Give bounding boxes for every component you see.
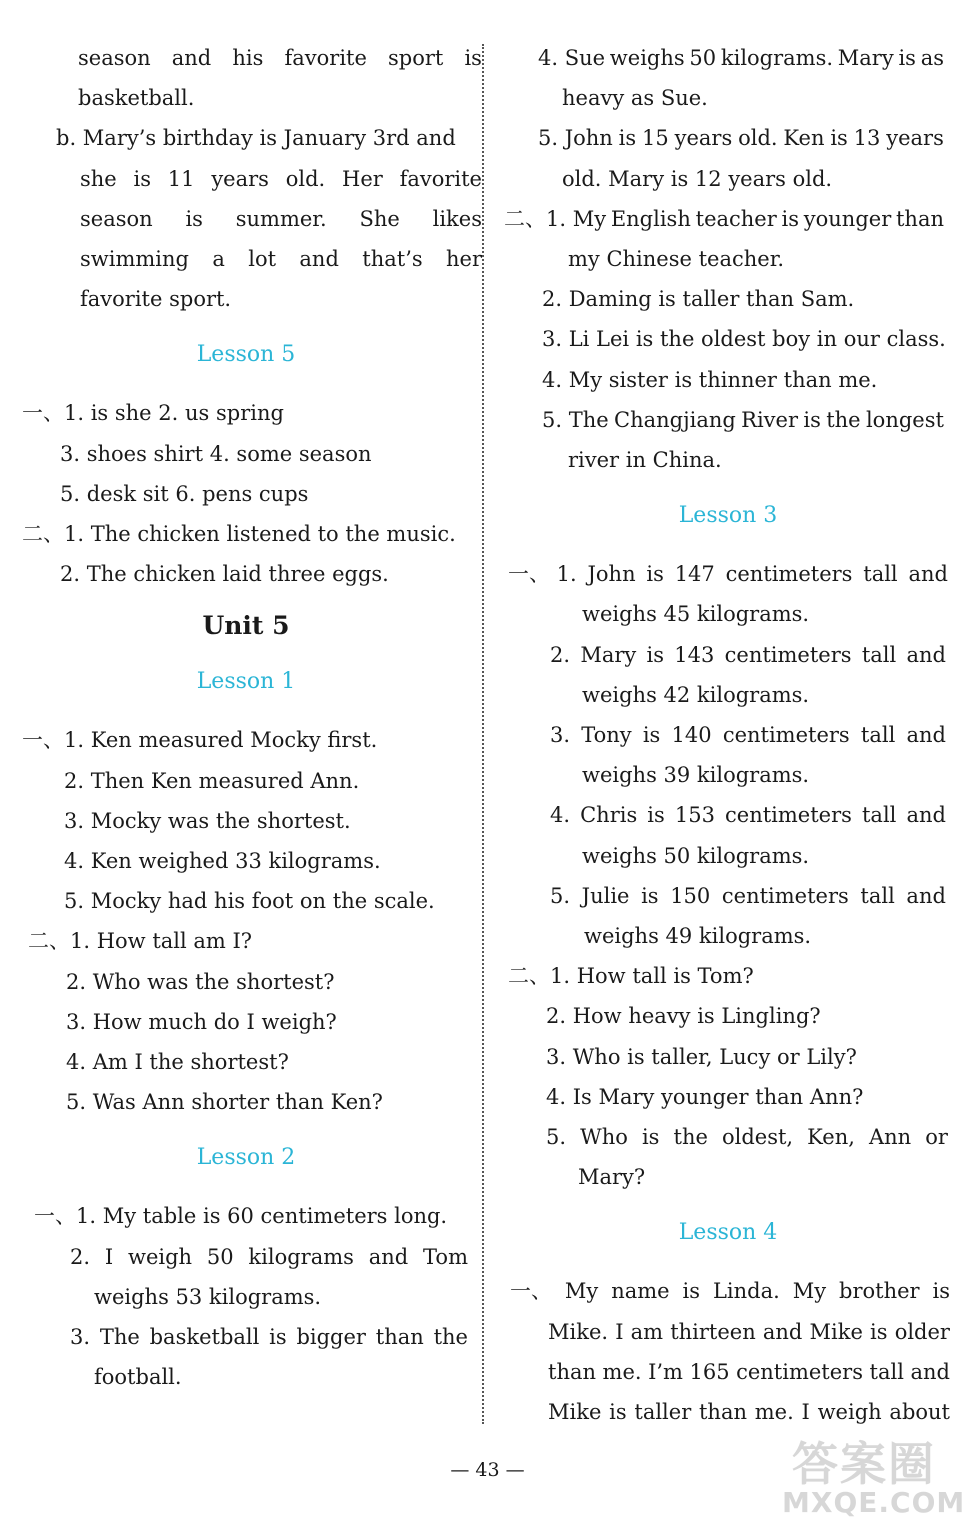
watermark-main-text: 答案圈 xyxy=(792,1437,936,1491)
answer-word: Tom xyxy=(423,1244,468,1269)
answer-line xyxy=(22,962,470,1002)
answer-word: favorite xyxy=(399,166,482,191)
answer-line xyxy=(22,1002,470,1042)
column-divider xyxy=(482,44,484,1424)
answer-line xyxy=(22,1082,470,1122)
answer-word: years xyxy=(211,166,269,191)
answer-word: kilograms. xyxy=(720,46,834,70)
answer-word: sport xyxy=(388,46,444,70)
answer-line xyxy=(504,78,952,118)
answer-line xyxy=(504,836,952,876)
answer-line xyxy=(22,881,470,921)
answer-text: 2. Then Ken measured Ann. xyxy=(64,768,360,793)
answer-word: the xyxy=(433,1325,468,1350)
answer-word: is xyxy=(646,642,665,667)
answer-word: is xyxy=(781,206,800,231)
answer-word: is xyxy=(185,206,203,231)
answer-word: 5. The xyxy=(542,407,609,432)
answer-word: season xyxy=(80,206,153,231)
answer-line xyxy=(504,1157,952,1197)
answer-line xyxy=(504,1037,952,1077)
lesson-answers xyxy=(22,1196,470,1397)
answer-line xyxy=(504,956,952,996)
answer-text: 2. Who was the shortest? xyxy=(66,969,335,994)
answer-word: centimeters xyxy=(725,803,852,828)
answer-word: oldest, xyxy=(721,1125,794,1150)
answer-word: and xyxy=(906,723,946,748)
answer-text: 一、1. is she 2. us spring xyxy=(22,401,284,426)
answer-word: lot xyxy=(248,247,277,272)
answer-word: she xyxy=(80,166,117,191)
answer-word: 5. xyxy=(546,1125,567,1150)
answer-line xyxy=(22,554,470,594)
answer-word: 11 xyxy=(167,166,195,191)
answer-word: the xyxy=(826,407,861,432)
answer-word: or xyxy=(925,1125,948,1150)
answer-line xyxy=(22,38,482,78)
answer-word: than xyxy=(895,206,944,231)
answer-line xyxy=(22,1237,468,1277)
answer-word: as xyxy=(920,46,944,70)
answer-word: Chris xyxy=(580,803,638,828)
answer-word: 13 xyxy=(853,126,881,151)
answer-word: centimeters xyxy=(724,642,852,667)
answer-text: 5. Mocky had his foot on the scale. xyxy=(64,889,435,914)
answer-text: heavy as Sue. xyxy=(562,86,708,111)
answer-line xyxy=(22,474,470,514)
answer-word: tall xyxy=(863,562,898,587)
answer-word: a xyxy=(212,247,225,272)
answer-word: favorite xyxy=(284,46,367,70)
answer-word: weigh xyxy=(817,1400,882,1425)
answer-word: is xyxy=(932,1279,950,1304)
answer-word: weighs xyxy=(609,46,685,70)
answer-word: is xyxy=(646,562,664,587)
answer-text: Mary? xyxy=(578,1165,646,1190)
answer-word: I xyxy=(615,1319,624,1344)
answer-word: me. xyxy=(754,1400,794,1425)
answer-word: English xyxy=(610,206,691,231)
answer-word: than xyxy=(375,1325,424,1350)
answer-word: 3. xyxy=(550,723,571,748)
answer-line xyxy=(22,1042,470,1082)
answer-word: weigh xyxy=(127,1244,193,1269)
answer-text: 3. Who is taller, Lucy or Lily? xyxy=(546,1044,857,1069)
lesson-answers xyxy=(22,720,470,1122)
watermark-site-text: MXQE.COM xyxy=(782,1486,966,1519)
answer-line xyxy=(22,159,482,199)
unit-heading: Unit 5 xyxy=(202,611,290,641)
answer-word: taller xyxy=(634,1400,692,1425)
answer-line xyxy=(504,159,952,199)
answer-text: weighs 45 kilograms. xyxy=(582,602,810,627)
answer-word: Mike xyxy=(809,1319,863,1344)
answer-word: 4. xyxy=(550,803,571,828)
answer-text: 一、1. Ken measured Mocky first. xyxy=(22,728,378,753)
answer-text: weighs 53 kilograms. xyxy=(94,1284,322,1309)
answer-word: is xyxy=(647,803,665,828)
answer-text: b. Mary’s birthday is January 3rd and xyxy=(56,126,456,151)
answer-text: 5. desk sit 6. pens cups xyxy=(60,481,309,506)
lesson-heading: Lesson 1 xyxy=(196,669,296,695)
answer-line xyxy=(504,554,948,594)
answer-word: River xyxy=(741,407,799,432)
answer-line xyxy=(504,1077,952,1117)
answer-word: and xyxy=(171,46,212,70)
answer-line xyxy=(22,720,470,760)
answer-line xyxy=(504,916,952,956)
answer-word: Ken xyxy=(783,126,825,151)
answer-text: 3. Mocky was the shortest. xyxy=(64,808,351,833)
answer-line xyxy=(504,1117,948,1157)
answer-word: is xyxy=(641,1125,660,1150)
answer-word: is xyxy=(870,1319,888,1344)
answer-text: weighs 42 kilograms. xyxy=(582,682,810,707)
answer-word: centimeters xyxy=(721,883,849,908)
answer-word: 2. xyxy=(550,642,571,667)
answer-word: Tony xyxy=(581,723,632,748)
answer-word: Her xyxy=(342,166,383,191)
answer-line xyxy=(22,921,470,961)
answer-line xyxy=(504,876,946,916)
answer-word: the xyxy=(673,1125,708,1150)
answer-line xyxy=(504,239,952,279)
answer-text: my Chinese teacher. xyxy=(568,247,785,272)
answer-word: My xyxy=(792,1279,827,1304)
answer-word: years xyxy=(886,126,944,151)
answer-line xyxy=(504,594,952,634)
answer-word: is xyxy=(618,126,637,151)
answer-word: season xyxy=(78,46,151,70)
answer-word: Who xyxy=(580,1125,628,1150)
answer-line xyxy=(504,199,944,239)
answer-word: is xyxy=(609,1400,627,1425)
answer-word: 5. John xyxy=(538,126,613,151)
answer-word: his xyxy=(232,46,264,70)
answer-word: 153 xyxy=(674,803,715,828)
answer-line xyxy=(22,1357,470,1397)
answer-word: summer. xyxy=(235,206,327,231)
page-number: — 43 — xyxy=(450,1459,525,1481)
answer-line xyxy=(504,38,944,78)
answer-text: 3. Li Lei is the oldest boy in our class. xyxy=(542,327,946,352)
answer-word: likes xyxy=(432,206,482,231)
answer-word: 50 xyxy=(206,1244,234,1269)
answer-line xyxy=(22,761,470,801)
answer-text: 一、1. My table is 60 centimeters long. xyxy=(34,1204,448,1229)
answer-word: than xyxy=(698,1400,747,1425)
answer-word: Linda. xyxy=(712,1279,780,1304)
answer-line xyxy=(22,279,470,319)
answer-word: bigger xyxy=(296,1325,366,1350)
answer-text: 3. How much do I weigh? xyxy=(66,1009,337,1034)
answer-text: old. Mary is 12 years old. xyxy=(562,166,833,191)
answer-word: The xyxy=(99,1325,140,1350)
lesson-heading: Lesson 3 xyxy=(678,503,778,529)
answer-text: 2. How heavy is Lingling? xyxy=(546,1004,821,1029)
answer-word: swimming xyxy=(80,247,189,272)
answer-word: is xyxy=(641,883,659,908)
answer-line xyxy=(22,118,470,158)
answer-word: basketball xyxy=(149,1325,260,1350)
answer-word: and xyxy=(906,803,946,828)
answer-word: tall xyxy=(860,883,895,908)
lesson-answers xyxy=(22,393,470,594)
answer-line xyxy=(22,841,470,881)
lesson-answers xyxy=(504,1271,952,1432)
answer-word: thirteen xyxy=(670,1319,756,1344)
answer-line xyxy=(504,1271,950,1311)
answer-word: Mike xyxy=(548,1400,602,1425)
answer-line xyxy=(504,279,952,319)
right-column xyxy=(504,38,952,1432)
answer-text: 二、1. How tall am I? xyxy=(28,929,253,954)
left-continued-block xyxy=(22,38,482,319)
answer-word: is xyxy=(682,1279,701,1304)
watermark-logo xyxy=(780,1428,970,1523)
answer-word: 140 xyxy=(671,723,712,748)
lesson-answers xyxy=(504,554,952,1197)
answer-word: centimeters xyxy=(722,723,850,748)
answer-line xyxy=(504,675,952,715)
answer-word: Julie xyxy=(581,883,630,908)
lesson-heading: Lesson 2 xyxy=(196,1145,296,1171)
answer-word: 143 xyxy=(674,642,715,667)
answer-line xyxy=(504,1312,950,1352)
answer-word: 165 xyxy=(689,1359,730,1384)
lesson-heading: Lesson 4 xyxy=(678,1220,778,1246)
answer-word: 150 xyxy=(670,883,711,908)
answer-line xyxy=(504,996,952,1036)
answer-line xyxy=(504,795,946,835)
answer-word: 一、 xyxy=(510,1279,552,1304)
answer-word: is xyxy=(269,1325,287,1350)
answer-word: is xyxy=(464,46,482,70)
answer-word: and xyxy=(906,883,946,908)
answer-word: name xyxy=(611,1279,670,1304)
answer-word: and xyxy=(906,642,946,667)
answer-text: river in China. xyxy=(568,448,722,473)
answer-word: Mary xyxy=(580,642,637,667)
answer-line xyxy=(504,715,946,755)
answer-word: tall xyxy=(861,803,897,828)
answer-word: her xyxy=(446,247,482,272)
answer-text: weighs 50 kilograms. xyxy=(582,843,810,868)
answer-line xyxy=(22,199,482,239)
lesson-heading: Lesson 5 xyxy=(196,342,296,368)
answer-word: My xyxy=(564,1279,599,1304)
answer-word: tall xyxy=(861,642,897,667)
answer-word: 2. xyxy=(70,1244,91,1269)
answer-line xyxy=(22,1196,470,1236)
answer-word: old. xyxy=(285,166,326,191)
answer-word: kilograms xyxy=(248,1244,354,1269)
answer-word: older xyxy=(894,1319,950,1344)
answer-line xyxy=(504,360,952,400)
answer-word: 4. Sue xyxy=(538,46,606,70)
answer-word: me. xyxy=(602,1359,642,1384)
answer-word: She xyxy=(359,206,400,231)
answer-word: is xyxy=(803,407,821,432)
answer-text: 二、1. The chicken listened to the music. xyxy=(22,522,456,547)
answer-word: old. xyxy=(738,126,778,151)
answer-text: 4. Is Mary younger than Ann? xyxy=(546,1084,864,1109)
answer-word: am xyxy=(630,1319,664,1344)
answer-word: 3. xyxy=(70,1325,91,1350)
answer-line xyxy=(22,1317,468,1357)
answer-word: is xyxy=(898,46,916,70)
answer-word: and xyxy=(910,1359,950,1384)
answer-word: John xyxy=(587,562,636,587)
answer-word: Ken, xyxy=(807,1125,855,1150)
answer-word: I’m xyxy=(648,1359,683,1384)
answer-word: and xyxy=(299,247,339,272)
answer-word: and xyxy=(762,1319,803,1344)
answer-text: basketball. xyxy=(78,86,195,111)
answer-word: 5. xyxy=(550,883,571,908)
answer-word: years xyxy=(674,126,733,151)
answer-text: weighs 39 kilograms. xyxy=(582,763,810,788)
answer-word: and xyxy=(368,1244,409,1269)
answer-word: tall xyxy=(869,1359,904,1384)
answer-word: is xyxy=(830,126,848,151)
answer-word: than xyxy=(548,1359,597,1384)
answer-text: 4. Ken weighed 33 kilograms. xyxy=(64,849,381,874)
left-column xyxy=(22,38,482,1397)
answer-line xyxy=(22,78,470,118)
answer-line xyxy=(504,118,944,158)
answer-word: Mary xyxy=(837,46,894,70)
answer-word: 二、1. My xyxy=(504,206,607,231)
answer-line xyxy=(504,440,952,480)
answer-text: 3. shoes shirt 4. some season xyxy=(60,441,372,466)
answer-line xyxy=(22,434,470,474)
answer-line xyxy=(504,1352,950,1392)
answer-word: that’s xyxy=(362,247,423,272)
answer-word: younger xyxy=(803,206,892,231)
answer-word: I xyxy=(801,1400,810,1425)
answer-text: 5. Was Ann shorter than Ken? xyxy=(66,1090,383,1115)
answer-line xyxy=(504,1392,950,1432)
answer-word: centimeters xyxy=(725,562,853,587)
answer-line xyxy=(22,393,470,433)
answer-word: tall xyxy=(860,723,896,748)
answer-word: Changjiang xyxy=(614,407,736,432)
answer-text: football. xyxy=(94,1365,182,1390)
answer-word: is xyxy=(133,166,152,191)
answer-line xyxy=(504,400,944,440)
answer-word: 15 xyxy=(642,126,669,151)
answer-line xyxy=(22,1277,470,1317)
answer-word: brother xyxy=(839,1279,920,1304)
answer-word: 50 xyxy=(689,46,717,70)
answer-word: Mike. xyxy=(548,1319,609,1344)
answer-word: and xyxy=(908,562,948,587)
answer-line xyxy=(22,239,482,279)
answer-text: favorite sport. xyxy=(80,287,232,312)
answer-word: I xyxy=(104,1244,114,1269)
answer-word: about xyxy=(889,1400,950,1425)
answer-word: Ann xyxy=(868,1125,912,1150)
answer-word: is xyxy=(642,723,661,748)
answer-word: 一、 1. xyxy=(508,562,577,587)
answer-text: 4. My sister is thinner than me. xyxy=(542,367,878,392)
answer-line xyxy=(22,514,470,554)
answer-line xyxy=(504,319,952,359)
answer-word: longest xyxy=(865,407,944,432)
answer-line xyxy=(504,755,952,795)
answer-word: 147 xyxy=(674,562,715,587)
answer-text: 2. Daming is taller than Sam. xyxy=(542,287,855,312)
answer-text: weighs 49 kilograms. xyxy=(584,924,812,949)
answer-text: 二、1. How tall is Tom? xyxy=(508,964,754,989)
answer-word: teacher xyxy=(695,206,777,231)
answer-text: 4. Am I the shortest? xyxy=(66,1050,289,1075)
answer-line xyxy=(504,635,946,675)
right-continued-block xyxy=(504,38,952,480)
answer-word: centimeters xyxy=(736,1359,863,1384)
answer-line xyxy=(22,801,470,841)
answer-text: 2. The chicken laid three eggs. xyxy=(60,562,389,587)
